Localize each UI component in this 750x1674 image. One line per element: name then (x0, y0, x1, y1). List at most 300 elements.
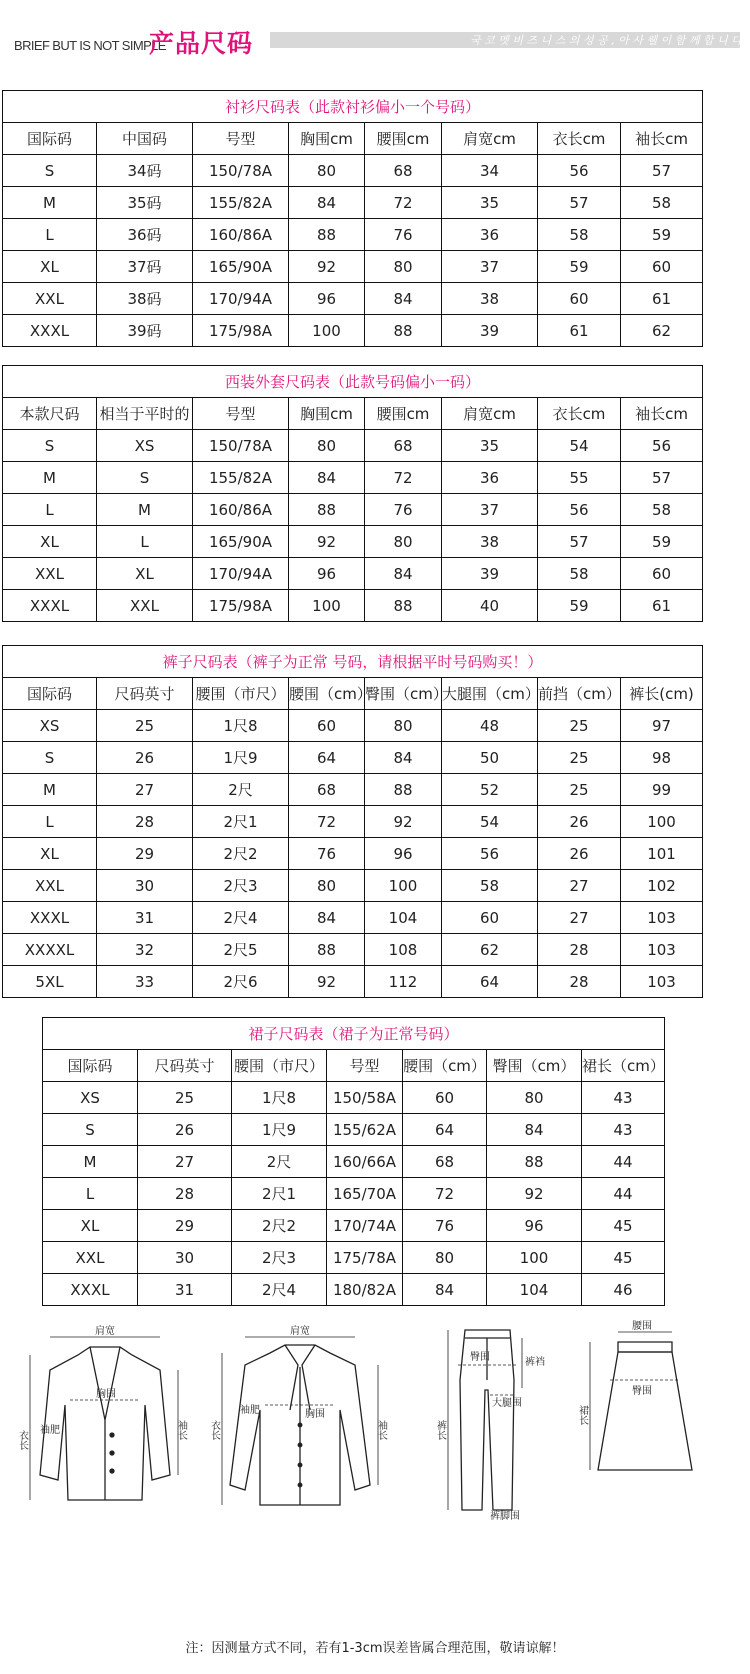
page-title: 产品尺码 (149, 29, 254, 58)
table-cell: 61 (621, 590, 703, 622)
table-row (3, 283, 703, 315)
skirt-table-title: 裙子尺码表（裙子为正常号码） (43, 1018, 665, 1050)
table-cell: 33 (97, 966, 193, 998)
table-cell: 84 (289, 902, 365, 934)
table-cell: 2尺 (193, 774, 289, 806)
table-cell: 84 (403, 1274, 487, 1306)
column-header: 腰围（cm） (289, 678, 365, 710)
table-row (43, 1210, 665, 1242)
table-cell: 108 (365, 934, 442, 966)
table-cell: 150/58A (327, 1082, 403, 1114)
table-row (3, 430, 703, 462)
table-cell: 31 (97, 902, 193, 934)
table-cell: 88 (365, 774, 442, 806)
skirt-waist-label: 腰围 (632, 1321, 652, 1332)
table-cell: 36 (442, 219, 538, 251)
pants-diagram (434, 1320, 550, 1522)
table-cell: 100 (289, 315, 365, 347)
table-cell: 104 (487, 1274, 582, 1306)
table-cell: 46 (582, 1274, 665, 1306)
table-cell: 99 (621, 774, 703, 806)
table-cell: 43 (582, 1082, 665, 1114)
table-cell: 101 (621, 838, 703, 870)
column-header: 相当于平时的 (97, 398, 193, 430)
blouse-sleeve-width-label: 袖肥 (240, 1405, 260, 1416)
column-header: 号型 (327, 1050, 403, 1082)
table-cell: 72 (289, 806, 365, 838)
column-header: 号型 (193, 398, 289, 430)
table-cell: 68 (403, 1146, 487, 1178)
table-cell: 76 (365, 219, 442, 251)
column-header: 本款尺码 (3, 398, 97, 430)
table-cell: 96 (289, 283, 365, 315)
table-cell: 76 (365, 494, 442, 526)
jacket-sleeve-width-label: 袖肥 (40, 1425, 60, 1436)
table-cell: 84 (365, 558, 442, 590)
table-row (3, 710, 703, 742)
table-cell: XL (3, 838, 97, 870)
column-header: 胸围cm (289, 123, 365, 155)
table-cell: 80 (487, 1082, 582, 1114)
table-cell: 26 (97, 742, 193, 774)
pants-table-title: 裤子尺码表（裤子为正常 号码，请根据平时号码购买！） (3, 646, 703, 678)
table-cell: 72 (403, 1178, 487, 1210)
table-cell: 2尺6 (193, 966, 289, 998)
table-cell: 80 (289, 430, 365, 462)
table-cell: 175/98A (193, 590, 289, 622)
table-cell: 55 (538, 462, 621, 494)
table-cell: XXXL (3, 902, 97, 934)
table-cell: XS (97, 430, 193, 462)
table-cell: 28 (97, 806, 193, 838)
table-header-row (3, 123, 703, 155)
table-cell: 1尺8 (193, 710, 289, 742)
table-cell: 88 (289, 219, 365, 251)
table-cell: 39码 (97, 315, 193, 347)
table-row (43, 1146, 665, 1178)
table-cell: 34码 (97, 155, 193, 187)
table-cell: 170/94A (193, 283, 289, 315)
table-cell: 72 (365, 462, 442, 494)
table-cell: 2尺2 (193, 838, 289, 870)
table-cell: 2尺1 (232, 1178, 327, 1210)
measurement-note: 注：因测量方式不同，若有1-3cm误差皆属合理范围，敬请谅解！ (185, 1641, 565, 1656)
table-cell: 52 (442, 774, 538, 806)
column-header: 国际码 (43, 1050, 138, 1082)
table-cell: 60 (442, 902, 538, 934)
table-cell: 45 (582, 1210, 665, 1242)
table-cell: 64 (442, 966, 538, 998)
table-cell: 38码 (97, 283, 193, 315)
table-cell: XXXL (43, 1274, 138, 1306)
table-cell: L (3, 219, 97, 251)
table-cell: 40 (442, 590, 538, 622)
table-cell: 80 (365, 710, 442, 742)
table-cell: 54 (442, 806, 538, 838)
table-cell: 58 (442, 870, 538, 902)
table-cell: 36码 (97, 219, 193, 251)
column-header: 腰围cm (365, 123, 442, 155)
table-cell: 92 (289, 251, 365, 283)
table-cell: M (3, 462, 97, 494)
table-cell: 32 (97, 934, 193, 966)
column-header: 腰围（市尺） (232, 1050, 327, 1082)
table-row (3, 966, 703, 998)
table-cell: XL (3, 251, 97, 283)
jacket-sleeve-length-label: 袖长 (175, 1420, 187, 1440)
column-header: 衣长cm (538, 398, 621, 430)
table-cell: 88 (289, 934, 365, 966)
table-cell: 50 (442, 742, 538, 774)
table-cell: 100 (487, 1242, 582, 1274)
table-row (3, 251, 703, 283)
table-cell: 31 (138, 1274, 232, 1306)
column-header: 裤长(cm) (621, 678, 703, 710)
table-row (3, 774, 703, 806)
pants-thigh-label: 大腿围 (492, 1398, 522, 1409)
table-cell: 59 (621, 219, 703, 251)
table-cell: 27 (538, 870, 621, 902)
table-cell: XXL (3, 558, 97, 590)
table-row (3, 870, 703, 902)
table-cell: 45 (582, 1242, 665, 1274)
table-cell: 88 (365, 315, 442, 347)
table-cell: 35码 (97, 187, 193, 219)
table-cell: 54 (538, 430, 621, 462)
table-cell: 2尺2 (232, 1210, 327, 1242)
table-cell: 2尺5 (193, 934, 289, 966)
skirt-diagram (576, 1320, 700, 1500)
column-header: 臀围（cm） (365, 678, 442, 710)
table-cell: 1尺8 (232, 1082, 327, 1114)
table-cell: 43 (582, 1114, 665, 1146)
blouse-diagram (210, 1325, 390, 1515)
table-cell: 61 (621, 283, 703, 315)
table-cell: 59 (621, 526, 703, 558)
table-cell: S (43, 1114, 138, 1146)
column-header: 胸围cm (289, 398, 365, 430)
table-cell: 62 (621, 315, 703, 347)
table-row (43, 1274, 665, 1306)
table-cell: 60 (621, 558, 703, 590)
table-cell: 2尺 (232, 1146, 327, 1178)
table-cell: 84 (289, 187, 365, 219)
table-cell: 160/66A (327, 1146, 403, 1178)
table-cell: 97 (621, 710, 703, 742)
table-cell: XL (97, 558, 193, 590)
table-cell: 100 (289, 590, 365, 622)
table-cell: 68 (365, 155, 442, 187)
table-cell: XL (3, 526, 97, 558)
table-cell: XXXL (3, 315, 97, 347)
table-cell: 150/78A (193, 430, 289, 462)
blazer-size-table (2, 365, 703, 622)
table-cell: 37 (442, 494, 538, 526)
table-cell: 26 (538, 838, 621, 870)
table-cell: XXXL (3, 590, 97, 622)
table-cell: 165/90A (193, 526, 289, 558)
column-header: 尺码英寸 (97, 678, 193, 710)
table-cell: 165/70A (327, 1178, 403, 1210)
table-cell: M (43, 1146, 138, 1178)
blouse-sleeve-length-label: 袖长 (375, 1420, 387, 1440)
table-cell: 28 (138, 1178, 232, 1210)
pants-hem-label: 裤脚围 (490, 1511, 520, 1522)
table-cell: 160/86A (193, 494, 289, 526)
table-cell: 155/82A (193, 187, 289, 219)
table-row (43, 1242, 665, 1274)
skirt-hip-label: 臀围 (632, 1386, 652, 1397)
table-cell: 38 (442, 526, 538, 558)
table-cell: 1尺9 (232, 1114, 327, 1146)
table-row (3, 526, 703, 558)
blouse-chest-label: 胸围 (305, 1409, 325, 1420)
shirt-table-title: 衬衫尺码表（此款衬衫偏小一个号码） (3, 91, 703, 123)
table-row (3, 902, 703, 934)
table-row (43, 1178, 665, 1210)
table-cell: 68 (365, 430, 442, 462)
table-header-row (43, 1050, 665, 1082)
table-cell: 39 (442, 315, 538, 347)
table-cell: 58 (621, 494, 703, 526)
table-cell: 60 (538, 283, 621, 315)
table-cell: 27 (538, 902, 621, 934)
table-cell: 62 (442, 934, 538, 966)
table-cell: 150/78A (193, 155, 289, 187)
jacket-length-label: 衣长 (16, 1430, 28, 1450)
table-cell: XL (43, 1210, 138, 1242)
table-cell: 37码 (97, 251, 193, 283)
table-cell: 155/62A (327, 1114, 403, 1146)
shirt-size-table (2, 90, 703, 347)
table-cell: 100 (365, 870, 442, 902)
table-cell: 104 (365, 902, 442, 934)
table-cell: 88 (487, 1146, 582, 1178)
table-row (3, 315, 703, 347)
table-cell: 58 (538, 219, 621, 251)
table-cell: S (3, 742, 97, 774)
table-cell: 29 (97, 838, 193, 870)
table-header-row (3, 398, 703, 430)
table-cell: 76 (289, 838, 365, 870)
column-header: 腰围（市尺） (193, 678, 289, 710)
table-cell: S (3, 155, 97, 187)
column-header: 衣长cm (538, 123, 621, 155)
skirt-length-label: 裙长 (576, 1405, 588, 1425)
column-header: 袖长cm (621, 123, 703, 155)
table-cell: 64 (403, 1114, 487, 1146)
table-cell: 2尺4 (232, 1274, 327, 1306)
table-row (3, 155, 703, 187)
table-cell: 92 (289, 526, 365, 558)
table-cell: 2尺3 (232, 1242, 327, 1274)
column-header: 肩宽cm (442, 123, 538, 155)
table-cell: 34 (442, 155, 538, 187)
table-row (3, 558, 703, 590)
column-header: 国际码 (3, 123, 97, 155)
table-cell: 80 (289, 870, 365, 902)
table-cell: 175/78A (327, 1242, 403, 1274)
table-cell: 100 (621, 806, 703, 838)
table-cell: 175/98A (193, 315, 289, 347)
page-header (0, 0, 750, 60)
table-cell: 57 (538, 187, 621, 219)
column-header: 臀围（cm） (487, 1050, 582, 1082)
table-cell: 96 (487, 1210, 582, 1242)
table-cell: 160/86A (193, 219, 289, 251)
brand-tagline: BRIEF BUT IS NOT SIMPLE (14, 38, 166, 53)
table-cell: 26 (538, 806, 621, 838)
table-cell: 2尺3 (193, 870, 289, 902)
jacket-chest-label: 胸围 (96, 1389, 116, 1400)
column-header: 国际码 (3, 678, 97, 710)
table-cell: 35 (442, 187, 538, 219)
table-cell: 60 (289, 710, 365, 742)
table-cell: 29 (138, 1210, 232, 1242)
table-cell: XXL (43, 1242, 138, 1274)
table-cell: 30 (97, 870, 193, 902)
table-cell: 26 (138, 1114, 232, 1146)
table-cell: 112 (365, 966, 442, 998)
table-cell: 2尺1 (193, 806, 289, 838)
table-cell: 64 (289, 742, 365, 774)
table-row (3, 742, 703, 774)
table-cell: 170/94A (193, 558, 289, 590)
table-cell: 60 (403, 1082, 487, 1114)
column-header: 号型 (193, 123, 289, 155)
table-cell: 76 (403, 1210, 487, 1242)
table-row (43, 1114, 665, 1146)
table-cell: 59 (538, 590, 621, 622)
table-cell: 103 (621, 966, 703, 998)
column-header: 腰围（cm） (403, 1050, 487, 1082)
table-cell: 92 (365, 806, 442, 838)
table-cell: M (97, 494, 193, 526)
table-cell: 37 (442, 251, 538, 283)
table-cell: 28 (538, 934, 621, 966)
column-header: 裙长（cm） (582, 1050, 665, 1082)
table-cell: 25 (538, 774, 621, 806)
column-header: 袖长cm (621, 398, 703, 430)
table-cell: 39 (442, 558, 538, 590)
table-row (3, 187, 703, 219)
table-cell: 61 (538, 315, 621, 347)
table-cell: M (3, 187, 97, 219)
table-cell: 25 (538, 710, 621, 742)
table-cell: 92 (487, 1178, 582, 1210)
column-header: 大腿围（cm） (442, 678, 538, 710)
table-cell: 1尺9 (193, 742, 289, 774)
table-cell: S (97, 462, 193, 494)
table-cell: XS (43, 1082, 138, 1114)
table-cell: 96 (365, 838, 442, 870)
table-cell: 80 (289, 155, 365, 187)
table-cell: XXL (3, 283, 97, 315)
table-cell: L (43, 1178, 138, 1210)
table-cell: 84 (487, 1114, 582, 1146)
table-row (43, 1082, 665, 1114)
pants-length-label: 裤长 (434, 1420, 446, 1440)
table-cell: L (3, 806, 97, 838)
table-cell: 60 (621, 251, 703, 283)
jacket-diagram (16, 1325, 190, 1515)
table-cell: 102 (621, 870, 703, 902)
table-cell: 25 (538, 742, 621, 774)
column-header: 中国码 (97, 123, 193, 155)
table-cell: 80 (365, 526, 442, 558)
table-cell: 25 (97, 710, 193, 742)
table-row (3, 494, 703, 526)
table-cell: 2尺4 (193, 902, 289, 934)
table-cell: 5XL (3, 966, 97, 998)
table-row (3, 462, 703, 494)
table-cell: M (3, 774, 97, 806)
table-cell: 170/74A (327, 1210, 403, 1242)
table-cell: 56 (538, 494, 621, 526)
table-cell: 56 (621, 430, 703, 462)
table-cell: 165/90A (193, 251, 289, 283)
table-header-row (3, 678, 703, 710)
table-cell: 98 (621, 742, 703, 774)
column-header: 腰围cm (365, 398, 442, 430)
column-header: 前挡（cm） (538, 678, 621, 710)
table-cell: 84 (289, 462, 365, 494)
table-cell: 27 (97, 774, 193, 806)
table-cell: 84 (365, 742, 442, 774)
pants-rise-label: 裤裆 (525, 1357, 545, 1368)
table-cell: 57 (621, 462, 703, 494)
table-cell: 84 (365, 283, 442, 315)
table-cell: 38 (442, 283, 538, 315)
table-cell: 59 (538, 251, 621, 283)
table-cell: 92 (289, 966, 365, 998)
table-cell: 25 (138, 1082, 232, 1114)
table-cell: 88 (289, 494, 365, 526)
korean-slogan: 국 코 멧 비 즈 니 스 의 성 공 , 아 사 웰 이 함 께 합 니 다 ! (470, 34, 750, 47)
column-header: 尺码英寸 (138, 1050, 232, 1082)
table-cell: XXL (3, 870, 97, 902)
blouse-shoulder-label: 肩宽 (290, 1326, 310, 1337)
table-cell: 27 (138, 1146, 232, 1178)
table-cell: 57 (621, 155, 703, 187)
table-cell: 80 (365, 251, 442, 283)
table-cell: 28 (538, 966, 621, 998)
table-row (3, 590, 703, 622)
table-cell: 72 (365, 187, 442, 219)
table-cell: S (3, 430, 97, 462)
jacket-shoulder-label: 肩宽 (95, 1326, 115, 1337)
table-cell: 155/82A (193, 462, 289, 494)
table-cell: 103 (621, 934, 703, 966)
table-cell: XXL (97, 590, 193, 622)
table-cell: 44 (582, 1178, 665, 1210)
table-cell: 58 (538, 558, 621, 590)
table-cell: 48 (442, 710, 538, 742)
table-cell: XXXXL (3, 934, 97, 966)
table-cell: 30 (138, 1242, 232, 1274)
table-cell: 58 (621, 187, 703, 219)
skirt-size-table (42, 1017, 665, 1306)
column-header: 肩宽cm (442, 398, 538, 430)
table-cell: 103 (621, 902, 703, 934)
table-cell: 35 (442, 430, 538, 462)
pants-size-table (2, 645, 703, 998)
table-cell: L (3, 494, 97, 526)
table-row (3, 806, 703, 838)
table-cell: 56 (442, 838, 538, 870)
table-row (3, 219, 703, 251)
table-cell: XS (3, 710, 97, 742)
